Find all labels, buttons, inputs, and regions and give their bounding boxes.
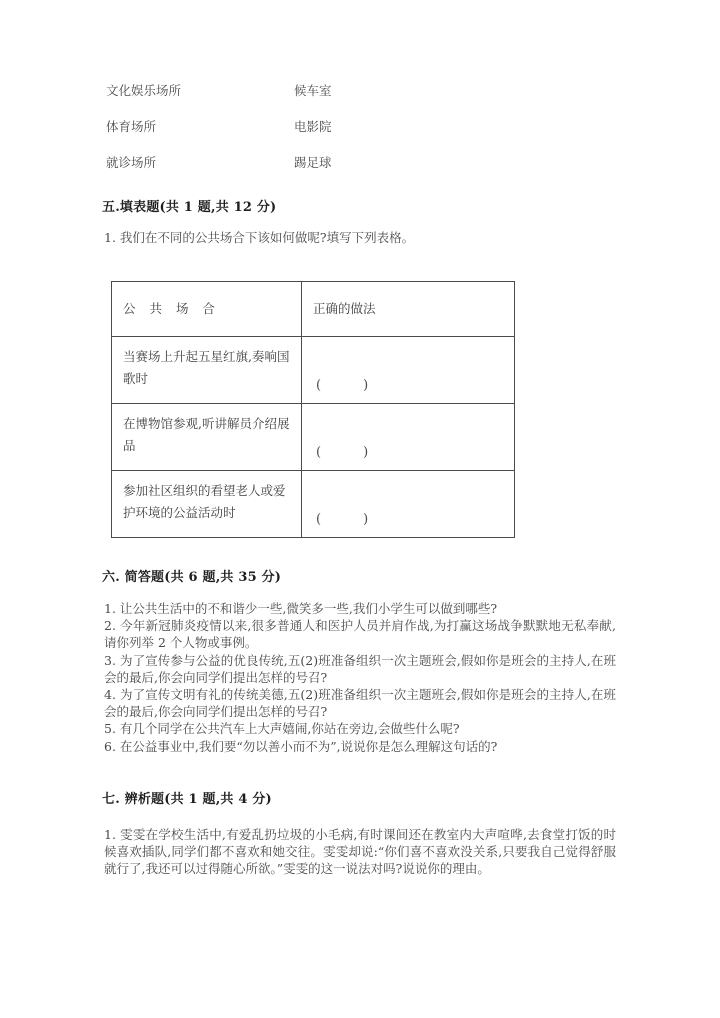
table-cell-place-text: 当赛场上升起五星红旗,奏响国歌时 xyxy=(123,349,290,386)
table-cell-answer[interactable] xyxy=(302,471,515,538)
question-six-3: 3. 为了宣传参与公益的优良传统,五(2)班准备组织一次主题班会,假如你是班会的主持人,在班会的最后,你会向同学们提出怎样的号召? xyxy=(104,652,616,685)
table-row xyxy=(112,404,515,471)
table-header-cell-place xyxy=(112,282,302,337)
table-cell-answer[interactable] xyxy=(302,404,515,471)
question-six-4: 4. 为了宣传文明有礼的传统美德,五(2)班准备组织一次主题班会,假如你是班会的主持人,在班会的最后,你会向同学们提出怎样的号召? xyxy=(104,687,616,720)
matching-pair-row xyxy=(106,118,586,154)
table-header-label-place: 公 共 场 合 xyxy=(123,301,220,316)
public-places-fill-table xyxy=(111,281,515,538)
answer-parentheses[interactable]: ( ) xyxy=(316,378,370,393)
table-cell-answer[interactable] xyxy=(302,337,515,404)
pair-right-term: 踢足球 xyxy=(294,155,332,170)
answer-parentheses[interactable]: ( ) xyxy=(316,512,370,527)
table-header-label-answer: 正确的做法 xyxy=(313,301,376,316)
table-cell-place-text: 在博物馆参观,听讲解员介绍展品 xyxy=(123,416,290,453)
section-heading-six: 六. 简答题(共 6 题,共 35 分) xyxy=(102,570,282,585)
table-row xyxy=(112,337,515,404)
pair-left-term: 文化娱乐场所 xyxy=(106,83,182,98)
section-heading-seven: 七. 辨析题(共 1 题,共 4 分) xyxy=(102,792,272,807)
pair-left-term: 就诊场所 xyxy=(106,155,157,170)
question-six-5: 5. 有几个同学在公共汽车上大声嬉闹,你站在旁边,会做些什么呢? xyxy=(104,721,460,737)
question-six-2: 2. 今年新冠肺炎疫情以来,很多普通人和医护人员并肩作战,为打赢这场战争默默地无私奉献,请你列举 2 个人物或事例。 xyxy=(104,618,616,651)
question-list-seven xyxy=(104,826,616,878)
section-heading-five: 五.填表题(共 1 题,共 12 分) xyxy=(102,200,277,215)
table-header-cell-answer xyxy=(302,282,515,337)
matching-pair-row xyxy=(106,82,586,118)
question-list-six xyxy=(104,600,616,755)
question-seven-1: 1. 雯雯在学校生活中,有爱乱扔垃圾的小毛病,有时课间还在教室内大声喧哗,去食堂打饭的时候喜欢插队,同学们都不喜欢和她交往。雯雯却说:“你们喜不喜欢没关系,只要我自己觉得舒服就行了,我还可以过得随心所欲。”雯雯的这一说法对吗?说说你的理由。 xyxy=(104,827,616,877)
table-row xyxy=(112,471,515,538)
answer-parentheses[interactable]: ( ) xyxy=(316,445,370,460)
table-cell-place xyxy=(112,471,302,538)
matching-pair-row xyxy=(106,154,586,190)
table-cell-place-text: 参加社区组织的看望老人或爱护环境的公益活动时 xyxy=(123,483,286,520)
question-six-6: 6. 在公益事业中,我们要“勿以善小而不为”,说说你是怎么理解这句话的? xyxy=(104,738,498,754)
pair-right-term: 候车室 xyxy=(294,83,332,98)
table-cell-place xyxy=(112,404,302,471)
matching-pair-list xyxy=(106,82,586,190)
table-cell-place xyxy=(112,337,302,404)
pair-right-term: 电影院 xyxy=(294,119,332,134)
pair-left-term: 体育场所 xyxy=(106,119,157,134)
question-five-1: 1. 我们在不同的公共场合下该如何做呢?填写下列表格。 xyxy=(104,230,415,245)
question-six-1: 1. 让公共生活中的不和谐少一些,微笑多一些,我们小学生可以做到哪些? xyxy=(104,601,498,616)
table-header-row xyxy=(112,282,515,337)
